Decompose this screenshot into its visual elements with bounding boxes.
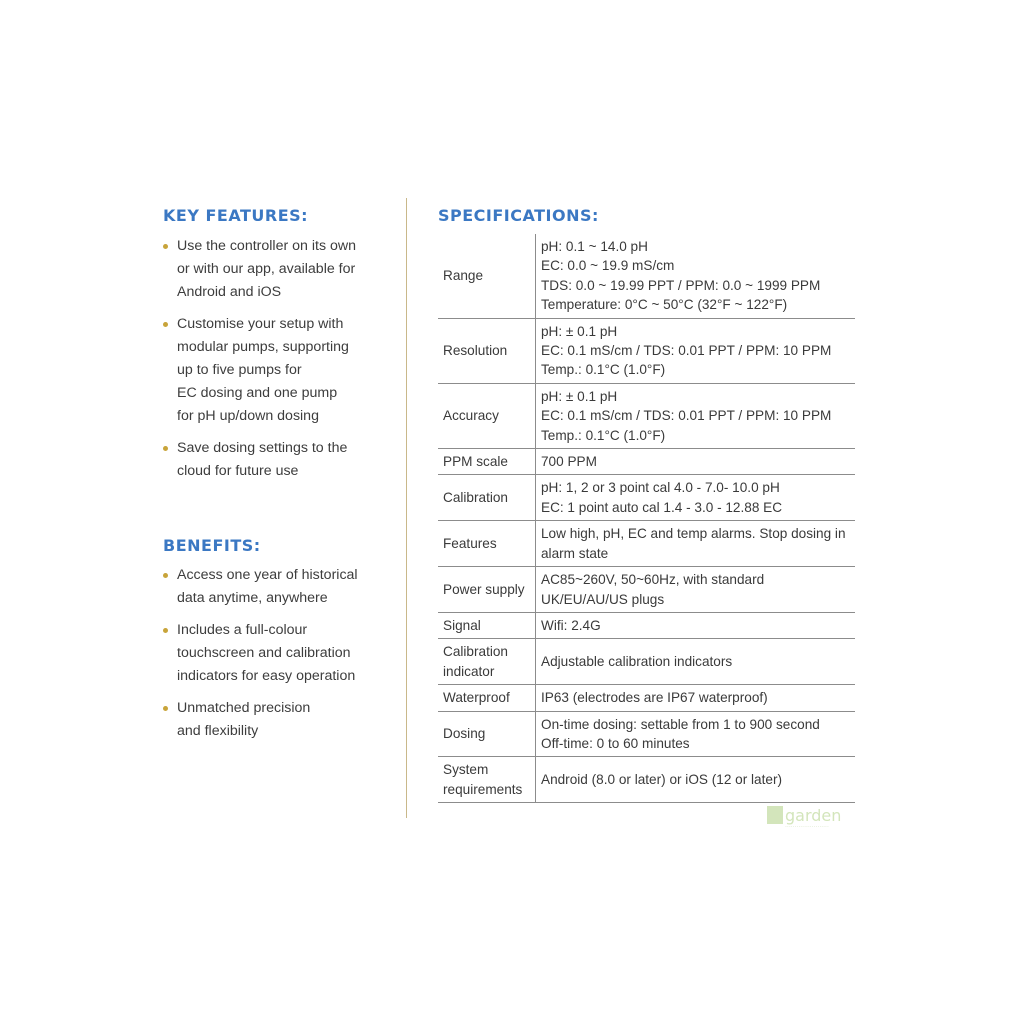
spec-value bbox=[536, 567, 856, 613]
spec-value-line: Temp.: 0.1°C (1.0°F) bbox=[541, 427, 666, 443]
watermark-logo bbox=[767, 806, 841, 831]
specifications-heading: SPECIFICATIONS: bbox=[438, 206, 599, 225]
spec-value-line: Temperature: 0°C ~ 50°C (32°F ~ 122°F) bbox=[541, 297, 788, 313]
spec-row bbox=[438, 685, 855, 711]
benefits-list bbox=[163, 564, 378, 752]
bullet-text-line: data anytime, anywhere bbox=[177, 590, 328, 606]
bullet-dot-icon bbox=[163, 573, 168, 578]
spec-label: Accuracy bbox=[438, 383, 536, 448]
spec-value bbox=[536, 757, 856, 803]
garden-logo-icon bbox=[767, 806, 783, 824]
spec-value-line: 700 PPM bbox=[541, 454, 597, 470]
bullet-text-line: Access one year of historical bbox=[177, 567, 358, 583]
key-features-list bbox=[163, 235, 378, 492]
spec-value-line: AC85~260V, 50~60Hz, with standard UK/EU/AU/US plugs bbox=[541, 572, 765, 607]
spec-value-line: pH: 0.1 ~ 14.0 pH bbox=[541, 239, 648, 254]
bullet-dot-icon bbox=[163, 706, 168, 711]
bullet-item bbox=[163, 235, 378, 304]
bullet-item bbox=[163, 697, 378, 743]
spec-value bbox=[536, 318, 856, 383]
spec-value-line: pH: ± 0.1 pH bbox=[541, 388, 618, 404]
spec-row bbox=[438, 475, 855, 521]
watermark-brand: garden bbox=[785, 806, 842, 825]
spec-row bbox=[438, 711, 855, 757]
key-features-heading: KEY FEATURES: bbox=[163, 206, 309, 225]
spec-value bbox=[536, 639, 856, 685]
bullet-dot-icon bbox=[163, 628, 168, 633]
spec-value-line: Android (8.0 or later) or iOS (12 or later) bbox=[541, 772, 783, 788]
specifications-table bbox=[438, 234, 855, 803]
spec-label: Features bbox=[438, 521, 536, 567]
spec-label: Dosing bbox=[438, 711, 536, 757]
bullet-item bbox=[163, 619, 378, 688]
spec-value-line: Off-time: 0 to 60 minutes bbox=[541, 735, 690, 751]
spec-row bbox=[438, 234, 855, 318]
spec-value-line: EC: 0.1 mS/cm / TDS: 0.01 PPT / PPM: 10 PPM bbox=[541, 343, 832, 359]
spec-value bbox=[536, 612, 856, 638]
spec-row bbox=[438, 318, 855, 383]
spec-row bbox=[438, 449, 855, 475]
spec-label: PPM scale bbox=[438, 449, 536, 475]
bullet-item bbox=[163, 313, 378, 428]
spec-value bbox=[536, 685, 856, 711]
spec-value bbox=[536, 711, 856, 757]
bullet-text-line: up to five pumps for bbox=[177, 362, 302, 378]
bullet-text-line: Customise your setup with bbox=[177, 316, 344, 332]
bullet-text-line: or with our app, available for bbox=[177, 261, 356, 277]
bullet-dot-icon bbox=[163, 446, 168, 451]
bullet-text-line: Includes a full-colour bbox=[177, 622, 308, 638]
spec-label: System requirements bbox=[438, 757, 536, 803]
spec-value bbox=[536, 475, 856, 521]
bullet-text-line: Use the controller on its own bbox=[177, 238, 357, 254]
spec-label: Range bbox=[438, 234, 536, 318]
bullet-text-line: EC dosing and one pump bbox=[177, 385, 338, 401]
spec-value bbox=[536, 449, 856, 475]
bullet-text-line: indicators for easy operation bbox=[177, 668, 356, 684]
spec-row bbox=[438, 612, 855, 638]
spec-label: Calibration bbox=[438, 475, 536, 521]
bullet-item bbox=[163, 564, 378, 610]
bullet-item bbox=[163, 437, 378, 483]
spec-label: Calibration indicator bbox=[438, 639, 536, 685]
spec-value-line: On-time dosing: settable from 1 to 900 second bbox=[541, 716, 820, 732]
bullet-text-line: Save dosing settings to the bbox=[177, 440, 348, 456]
spec-row bbox=[438, 383, 855, 448]
bullet-text-line: touchscreen and calibration bbox=[177, 645, 351, 661]
spec-value-line: Adjustable calibration indicators bbox=[541, 654, 733, 670]
spec-value-line: EC: 0.0 ~ 19.9 mS/cm bbox=[541, 258, 675, 274]
spec-value-line: pH: ± 0.1 pH bbox=[541, 323, 618, 339]
bullet-text-line: Unmatched precision bbox=[177, 700, 311, 716]
spec-value-line: TDS: 0.0 ~ 19.99 PPT / PPM: 0.0 ~ 1999 PPM bbox=[541, 277, 821, 293]
bullet-dot-icon bbox=[163, 322, 168, 327]
spec-value bbox=[536, 383, 856, 448]
benefits-heading: BENEFITS: bbox=[163, 536, 261, 555]
bullet-text-line: Android and iOS bbox=[177, 284, 282, 300]
spec-value-line: Temp.: 0.1°C (1.0°F) bbox=[541, 362, 666, 378]
spec-value-line: pH: 1, 2 or 3 point cal 4.0 - 7.0- 10.0 pH bbox=[541, 480, 780, 496]
column-divider bbox=[406, 198, 407, 818]
spec-value-line: EC: 0.1 mS/cm / TDS: 0.01 PPT / PPM: 10 PPM bbox=[541, 408, 832, 424]
bullet-dot-icon bbox=[163, 244, 168, 249]
watermark-subtext: ······················· bbox=[785, 824, 829, 831]
spec-value bbox=[536, 234, 856, 318]
bullet-text-line: modular pumps, supporting bbox=[177, 339, 349, 355]
spec-label: Waterproof bbox=[438, 685, 536, 711]
bullet-text-line: and flexibility bbox=[177, 723, 259, 739]
spec-value-line: IP63 (electrodes are IP67 waterproof) bbox=[541, 690, 768, 706]
spec-label: Signal bbox=[438, 612, 536, 638]
spec-value-line: Low high, pH, EC and temp alarms. Stop dosing in alarm state bbox=[541, 526, 846, 561]
spec-row bbox=[438, 567, 855, 613]
spec-row bbox=[438, 757, 855, 803]
spec-row bbox=[438, 639, 855, 685]
spec-label: Power supply bbox=[438, 567, 536, 613]
bullet-text-line: cloud for future use bbox=[177, 463, 299, 479]
spec-value-line: Wifi: 2.4G bbox=[541, 617, 601, 633]
spec-label: Resolution bbox=[438, 318, 536, 383]
spec-row bbox=[438, 521, 855, 567]
spec-value bbox=[536, 521, 856, 567]
spec-value-line: EC: 1 point auto cal 1.4 - 3.0 - 12.88 EC bbox=[541, 499, 783, 515]
bullet-text-line: for pH up/down dosing bbox=[177, 408, 319, 424]
